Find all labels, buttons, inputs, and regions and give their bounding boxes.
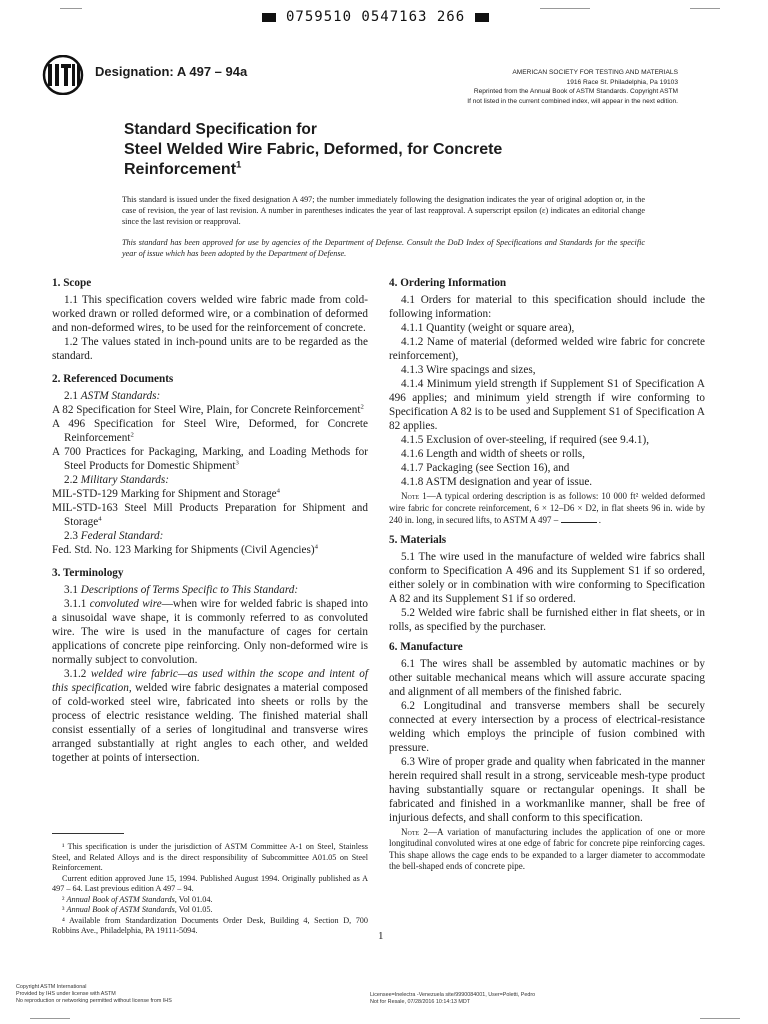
paragraph: 6.3 Wire of proper grade and quality when fabricated in the manner herein required shall result in a strong, serviceable mesh-type product having substantially square or rectangular openings. It shall be fabricated and finished in a workmanlike manner, shall be free of injurious defects, and shall conform to this specification. [389,755,705,824]
reference-item: MIL-STD-163 Steel Mill Products Preparation for Shipment and Storage$^4$ [52,502,368,528]
section-heading: 6. Manufacture [389,640,463,653]
footnote-mark: 1 [236,159,242,171]
footnote: ⁴ Available from Standardization Documents Order Desk, Building 4, Section D, 700 Robbins Ave., Philadelphia, PA 19111-5094. [52,915,368,935]
footnote-rule [52,833,124,834]
scan-artifact [30,1018,70,1019]
designation: Designation: A 497 – 94a [95,64,248,79]
barcode-number: 0759510 0547163 266 [286,9,466,25]
section-heading: 2. Referenced Documents [52,373,174,385]
paragraph: 6.2 Longitudinal and transverse members shall be securely connected at every intersection by a process of electrical-resistance welding which employs the principle of fusion combined with pressure. [389,699,705,754]
list-item: 4.1.4 Minimum yield strength if Supplement S1 of Specification A 496 applies; and minimum yield strength if wire conforming to Specification A 82 is to be used and Supplement S1 of Specification A 82 applies. [389,378,705,432]
reference-item: A 82 Specification for Steel Wire, Plain, for Concrete Reinforcement$^2$ [52,403,364,416]
footnotes [52,842,368,937]
list-item: 4.1.2 Name of material (deformed welded wire fabric for concrete reinforcement), [389,336,705,362]
note: Note 1—A typical ordering description is as follows: 10 000 ft² welded deformed wire fabric for concrete reinforcement, 6 × 12–D6 × D2, in flat sheets 96 in. wide by 240 in. long, in secured lifts, to ASTM A 497 – . [389,491,705,525]
astm-logo-icon [38,55,88,95]
scan-artifact [60,8,82,9]
publisher-block [348,68,678,106]
list-item: 4.1.5 Exclusion of over-steeling, if required (see 9.4.1), [401,434,650,446]
list-item: 4.1.8 ASTM designation and year of issue. [401,476,593,488]
paragraph: 5.2 Welded wire fabric shall be furnished either in flat sheets, or in rolls, as specified by the purchaser. [389,606,705,633]
copyright-notice: Copyright ASTM International Provided by IHS under license with ASTM No reproduction or networking permitted without license from IHS [16,984,172,1004]
issue-note: This standard is issued under the fixed designation A 497; the number immediately following the designation indicates the year of original adoption or, in the case of revision, the year of last revision. A number in parentheses indicates the year of last reapproval. A superscript epsilon (ε) indicates an editorial change since the last revision or reapproval. [122,195,645,226]
paragraph: 3.1 Descriptions of Terms Specific to This Standard: [64,584,299,596]
paragraph: 3.1.2 welded wire fabric—as used within the scope and intent of this specification, welded wire fabric designates a material composed of cold-worked steel wire, fabricated into sheets or rolls by the process of electric resistance welding. The finished material shall consist essentially of a series of longitudinal and transverse wires arranged substantially at right angles to each other, and welded together at points of intersection. [52,668,368,764]
list-item: 4.1.7 Packaging (see Section 16), and [401,462,570,474]
footnote: ³ Annual Book of ASTM Standards, Vol 01.05. [62,905,213,914]
license-notice: Licensee=Inelectra -Venezuela site/9990084001, User=Poletti, Pedro Not for Resale, 07/28/2016 10:14:13 MDT [370,992,536,1005]
subsection: 2.1 ASTM Standards: [64,390,161,402]
footnote: Current edition approved June 15, 1994. Published August 1994. Originally published as A 497 – 64. Last previous edition A 497 – 94. [52,873,368,893]
reference-item: A 496 Specification for Steel Wire, Deformed, for Concrete Reinforcement$^2$ [52,418,368,444]
publisher-line: AMERICAN SOCIETY FOR TESTING AND MATERIALS [512,69,678,76]
footnote: ¹ This specification is under the jurisdiction of ASTM Committee A-1 on Steel, Stainless Steel, and Related Alloys and is the direct responsibility of Subcommittee A01.05 on Steel Reinforcement. [52,842,368,872]
paragraph: 3.1.1 convoluted wire—when wire for welded fabric is shaped into a sinusoidal wave shape, it is commonly referred to as convoluted wire. The wire is used in the manufacture of cages for certain applications of concrete pipe reinforcing. Only non-deformed wire is normally subject to convolution. [52,598,369,666]
publisher-line: 1916 Race St. Philadelphia, Pa 19103 [566,78,678,86]
title-line: Steel Welded Wire Fabric, Deformed, for Concrete [124,141,503,158]
subsection: 2.3 Federal Standard: [64,530,164,542]
publisher-line: If not listed in the current combined index, will appear in the next edition. [467,97,678,105]
reference-item: MIL-STD-129 Marking for Shipment and Storage$^4$ [52,487,281,500]
title-line: Standard Specification for [124,121,317,138]
barcode-header [262,9,489,25]
list-item: 4.1.1 Quantity (weight or square area), [401,322,575,334]
left-column [52,276,368,765]
section-heading: 3. Terminology [52,567,124,579]
subsection: 2.2 Military Standards: [64,474,169,486]
section-heading: 5. Materials [389,533,447,546]
list-item: 4.1.6 Length and width of sheets or rolls, [401,448,585,460]
page-number: 1 [378,930,384,942]
publisher-line: Reprinted from the Annual Book of ASTM Standards. Copyright ASTM [473,88,678,95]
barcode-block-right [475,13,489,22]
dod-note: This standard has been approved for use by agencies of the Department of Defense. Consult the DoD Index of Specifications and Standards for the specific year of issue which has been adopted by the Department of Defense. [122,238,645,258]
reference-item: A 700 Practices for Packaging, Marking, and Loading Methods for Steel Products for Domestic Shipment$^3$ [52,446,368,472]
scan-artifact [690,8,720,9]
paragraph: 1.2 The values stated in inch-pound units are to be regarded as the standard. [52,336,368,362]
scan-artifact [540,8,590,9]
list-item: 4.1.3 Wire spacings and sizes, [401,364,536,376]
title-line: Reinforcement [124,161,237,178]
paragraph: 5.1 The wire used in the manufacture of welded wire fabrics shall conform to Specification A 496 and its Supplement S1 if so ordered, either solely or in combination with wire conforming to Specification A 82 and its Supplement S1 if so ordered. [389,550,705,605]
reference-item: Fed. Std. No. 123 Marking for Shipments (Civil Agencies)$^4$ [52,543,318,556]
paragraph: 6.1 The wires shall be assembled by automatic machines or by other suitable mechanical means which will assure accurate spacing and alignment of all members of the finished fabric. [389,657,705,698]
scan-artifact [700,1018,740,1019]
blank-line [561,514,597,523]
document-title [124,120,644,180]
right-column [389,276,705,875]
section-heading: 4. Ordering Information [389,277,507,289]
section-heading: 1. Scope [52,277,92,289]
footnote: ² Annual Book of ASTM Standards, Vol 01.04. [62,894,213,904]
paragraph: 1.1 This specification covers welded wire fabric made from cold-worked drawn or rolled deformed wire, or a combination of deformed and non-deformed wires, to be used for the reinforcement of concrete. [52,294,368,334]
paragraph: 4.1 Orders for material to this specification should include the following information: [389,294,705,320]
title-line-last [124,160,644,180]
note: Note 2—A variation of manufacturing includes the application of one or more longitudinal convoluted wires at one edge of fabric for concrete pipe reinforcing cages. This shape allows the cage ends to be expanded to a larger diameter to accommodate the bell-shaped ends of concrete pipe. [389,826,706,871]
barcode-block-left [262,13,276,22]
